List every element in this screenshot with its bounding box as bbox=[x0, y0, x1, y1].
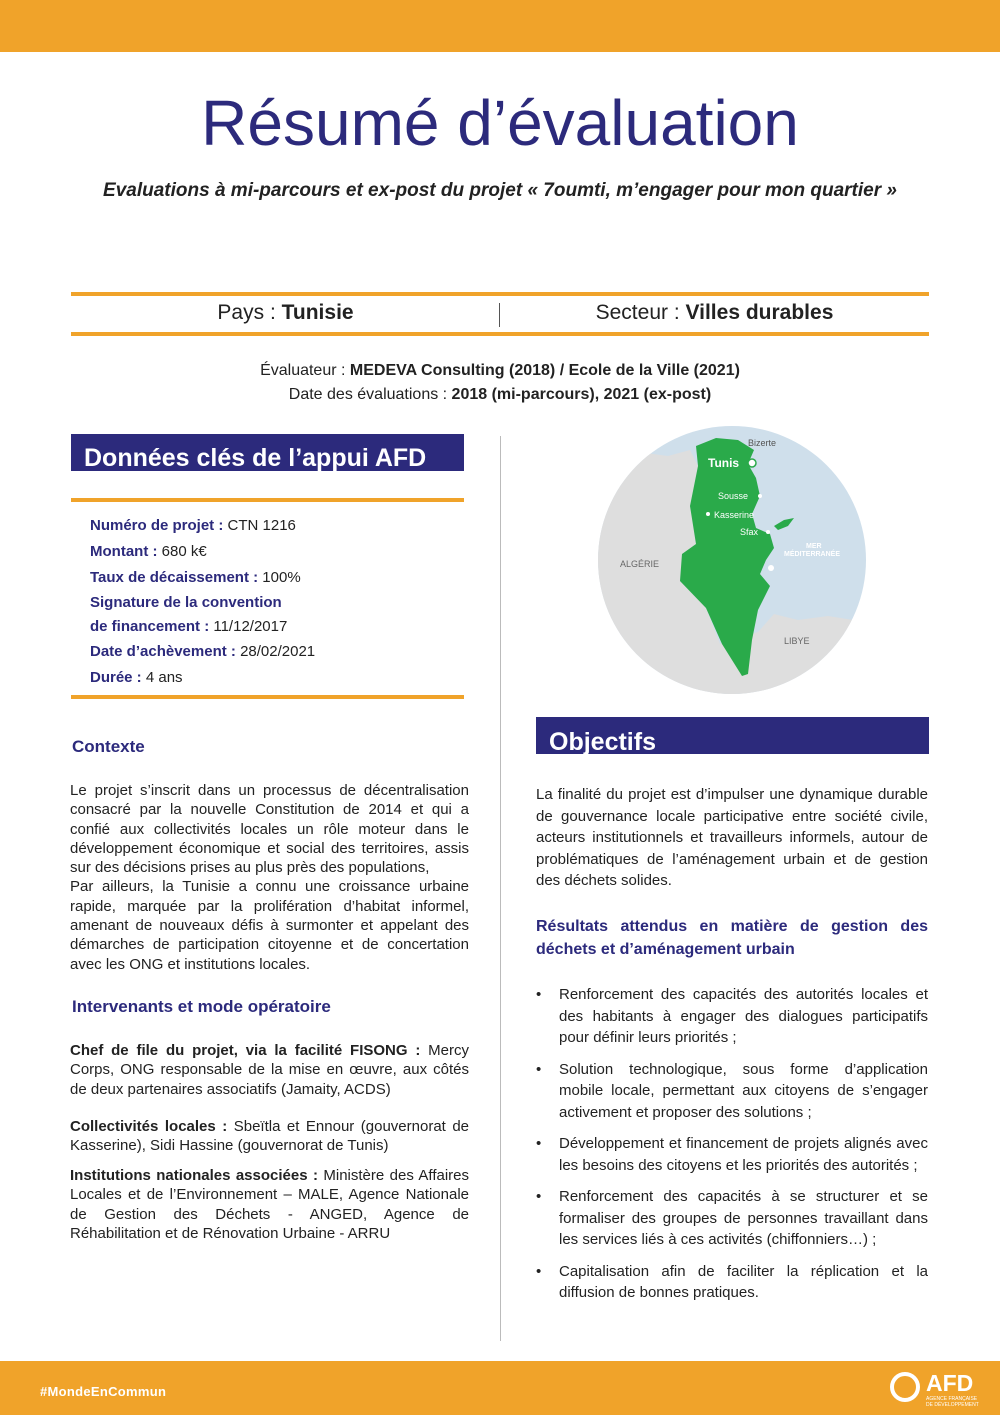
evaluator-value: MEDEVA Consulting (2018) / Ecole de la Ville (2021) bbox=[349, 362, 740, 379]
key-data-list bbox=[90, 513, 315, 691]
key-item-amount bbox=[90, 539, 315, 565]
city-marker bbox=[766, 530, 770, 534]
results-list bbox=[536, 984, 928, 1314]
context-paragraph-2: Par ailleurs, la Tunisie a connu une croissance urbaine rapide, marquée par la prolifération d’habitat informel, amenant de nouveaux défis à surmonter et appelant des démarches de participation citoyenne et de concertation avec les ONG et institutions locales. bbox=[70, 878, 469, 973]
page-title: Résumé d’évaluation bbox=[201, 87, 799, 159]
sector-value: Villes durables bbox=[685, 301, 834, 324]
city-marker bbox=[758, 494, 762, 498]
country-info bbox=[71, 301, 500, 325]
meta-top-rule bbox=[71, 292, 929, 296]
city-label-sousse: Sousse bbox=[718, 491, 749, 501]
country-value: Tunisie bbox=[281, 301, 354, 324]
page-subtitle: Evaluations à mi-parcours et ex-post du projet « 7oumti, m’engager pour mon quartier » bbox=[103, 180, 897, 201]
actors-heading: Intervenants et mode opératoire bbox=[72, 997, 331, 1016]
actors-local-label: Collectivités locales : bbox=[70, 1118, 234, 1135]
context-text bbox=[70, 781, 469, 974]
key-item-project-number bbox=[90, 513, 315, 539]
actors-lead-label: Chef de file du projet, via la facilité FISONG : bbox=[70, 1042, 429, 1059]
key-value: CTN 1216 bbox=[227, 517, 296, 534]
dates-value: 2018 (mi-parcours), 2021 (ex-post) bbox=[451, 386, 712, 403]
actors-lead bbox=[70, 1041, 469, 1099]
key-item-signature-2 bbox=[90, 615, 315, 639]
actors-institutions bbox=[70, 1166, 469, 1243]
sector-label: Secteur : bbox=[595, 301, 686, 324]
afd-logo-text: AFD bbox=[926, 1370, 974, 1396]
top-accent-bar bbox=[0, 0, 1000, 52]
tunisia-map bbox=[598, 426, 866, 694]
key-value: 100% bbox=[262, 569, 301, 586]
city-label-bizerte: Bizerte bbox=[748, 438, 777, 448]
objectives-text: La finalité du projet est d’impulser une dynamique durable de gouvernance locale participative entre société civile, acteurs institutionnels et travailleurs informels, autour de problématiques de l’aménagement urbain et de gestion des déchets solides. bbox=[536, 786, 928, 889]
libya-label: LIBYE bbox=[784, 636, 810, 646]
dates-line bbox=[0, 383, 1000, 407]
key-value: 28/02/2021 bbox=[240, 643, 316, 660]
key-value: 4 ans bbox=[145, 669, 183, 686]
key-item-signature-1 bbox=[90, 591, 315, 615]
meta-bottom-rule bbox=[71, 332, 929, 336]
sector-info bbox=[500, 301, 929, 325]
key-label: Taux de décaissement : bbox=[90, 569, 263, 586]
list-item: • Capitalisation afin de faciliter la réplication et la diffusion de bonnes pratiques. bbox=[536, 1261, 928, 1304]
dates-label: Date des évaluations : bbox=[288, 386, 452, 403]
capital-label: Tunis bbox=[708, 456, 740, 470]
sea-label-line1: MER bbox=[806, 543, 822, 550]
footer-hashtag: #MondeEnCommun bbox=[40, 1384, 167, 1399]
context-heading: Contexte bbox=[72, 737, 145, 756]
context-paragraph-1: Le projet s’inscrit dans un processus de décentralisation consacré par la nouvelle Constitution de 2014 et qui a confié aux collectivités locales un rôle moteur dans le développement économique et social des territoires, assis sur des décisions prises au plus près des populations, bbox=[70, 782, 469, 877]
actors-local-text: Sbeïtla et Ennour (gouvernorat de Kasserine), Sidi Hassine (gouvernorat de Tunis) bbox=[70, 1118, 470, 1155]
key-label: Montant : bbox=[90, 543, 162, 560]
key-item-disbursement bbox=[90, 565, 315, 591]
key-data-top-rule bbox=[71, 498, 464, 502]
evaluation-info bbox=[0, 359, 1000, 407]
city-label-kasserine: Kasserine bbox=[714, 510, 755, 520]
country-label: Pays : bbox=[217, 301, 282, 324]
actors-local bbox=[70, 1117, 469, 1156]
list-item: • Développement et financement de projets alignés avec les besoins des citoyens et les priorités des autorités ; bbox=[536, 1133, 928, 1176]
key-label: Signature de la convention bbox=[90, 594, 282, 611]
key-data-bottom-rule bbox=[71, 695, 464, 699]
evaluator-line bbox=[0, 359, 1000, 383]
capital-marker bbox=[748, 459, 756, 467]
key-data-banner bbox=[71, 434, 464, 471]
city-marker bbox=[706, 512, 710, 516]
afd-logo-subtext: AGENCE FRANÇAISE DE DÉVELOPPEMENT bbox=[926, 1396, 979, 1408]
key-label: Date d’achèvement : bbox=[90, 643, 241, 660]
afd-logo-ring-icon bbox=[890, 1372, 920, 1402]
key-label: de financement : bbox=[90, 618, 214, 635]
afd-logo bbox=[890, 1368, 986, 1410]
key-label: Numéro de projet : bbox=[90, 517, 228, 534]
key-value: 680 k€ bbox=[161, 543, 207, 560]
list-item: • Renforcement des capacités des autorités locales et des habitants à engager des dialogues participatifs pour définir leurs priorités ; bbox=[536, 984, 928, 1049]
key-label: Durée : bbox=[90, 669, 146, 686]
sea-label-line2: MÉDITERRANÉE bbox=[784, 551, 841, 558]
key-value: 11/12/2017 bbox=[213, 618, 288, 635]
list-item: • Renforcement des capacités à se structurer et se formaliser des groupes de personnes travaillant dans les services liés à ces activités (chiffonniers…) ; bbox=[536, 1186, 928, 1251]
key-item-duration bbox=[90, 665, 315, 691]
key-data-heading: Données clés de l’appui AFD bbox=[84, 444, 427, 471]
column-separator bbox=[500, 436, 501, 1341]
objectives-banner bbox=[536, 717, 929, 754]
list-item: • Solution technologique, sous forme d’application mobile locale, permettant aux citoyens de s’engager activement et proposer des solutions ; bbox=[536, 1059, 928, 1124]
evaluator-label: Évaluateur : bbox=[260, 362, 350, 379]
actors-inst-label: Institutions nationales associées : bbox=[70, 1167, 324, 1184]
city-marker bbox=[768, 565, 774, 571]
key-item-completion bbox=[90, 639, 315, 665]
results-heading: Résultats attendus en matière de gestion des déchets et d’aménagement urbain bbox=[536, 918, 928, 958]
city-label-sfax: Sfax bbox=[740, 527, 759, 537]
actors-lead-text: Mercy Corps, ONG responsable de la mise en œuvre, aux côtés de deux partenaires associatifs (Jamaity, ACDS) bbox=[70, 1042, 469, 1098]
algeria-label: ALGÉRIE bbox=[620, 559, 660, 569]
actors-inst-text: Ministère des Affaires Locales et de l’Environnement – MALE, Agence Nationale de Gestion des Déchets - ANGED, Agence de Réhabilitation et de Rénovation Urbaine - ARRU bbox=[70, 1167, 470, 1242]
objectives-heading: Objectifs bbox=[549, 728, 656, 754]
